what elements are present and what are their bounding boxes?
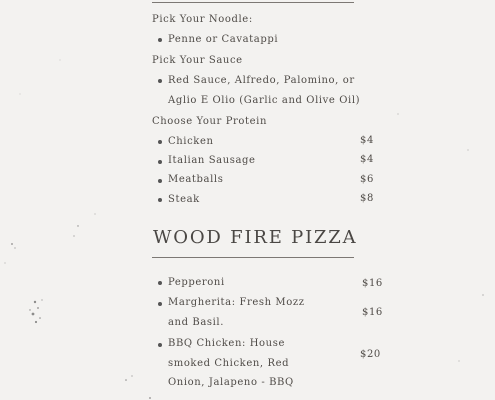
protein-price: $4 <box>360 135 374 146</box>
pizza-item-line2: and Basil. <box>168 317 224 328</box>
pizza-price: $16 <box>362 307 383 318</box>
protein-bullet <box>158 140 162 144</box>
noodle-label: Pick Your Noodle: <box>152 14 253 25</box>
pizza-item-line3: Onion, Jalapeno - BBQ <box>168 377 294 388</box>
sauce-label: Pick Your Sauce <box>152 55 243 66</box>
top-divider <box>152 2 354 3</box>
pizza-item-line2: smoked Chicken, Red <box>168 358 290 369</box>
protein-price: $6 <box>360 174 374 185</box>
protein-name: Meatballs <box>168 174 224 185</box>
protein-name: Italian Sausage <box>168 155 256 166</box>
pizza-price: $16 <box>362 278 383 289</box>
protein-bullet <box>158 198 162 202</box>
pizza-bullet <box>158 343 162 347</box>
protein-bullet <box>158 179 162 183</box>
sauce-item-line1: Red Sauce, Alfredo, Palomino, or <box>168 75 355 86</box>
pizza-bullet <box>158 302 162 306</box>
sauce-item-line2: Aglio E Olio (Garlic and Olive Oil) <box>168 95 361 106</box>
sauce-bullet <box>158 79 162 83</box>
noodle-item: Penne or Cavatappi <box>168 34 279 45</box>
pizza-bullet <box>158 281 162 285</box>
pizza-section-heading: WOOD FIRE PIZZA <box>153 227 358 248</box>
protein-bullet <box>158 160 162 164</box>
protein-name: Chicken <box>168 136 214 147</box>
protein-price: $8 <box>360 193 374 204</box>
pizza-item-line1: BBQ Chicken: House <box>168 338 285 349</box>
pizza-heading-divider <box>152 257 354 258</box>
pizza-item-line1: Margherita: Fresh Mozz <box>168 297 305 308</box>
protein-label: Choose Your Protein <box>152 116 268 127</box>
noodle-bullet <box>158 38 162 42</box>
protein-name: Steak <box>168 194 200 205</box>
protein-price: $4 <box>360 154 374 165</box>
pizza-price: $20 <box>360 349 381 360</box>
pizza-item-line1: Pepperoni <box>168 277 225 288</box>
